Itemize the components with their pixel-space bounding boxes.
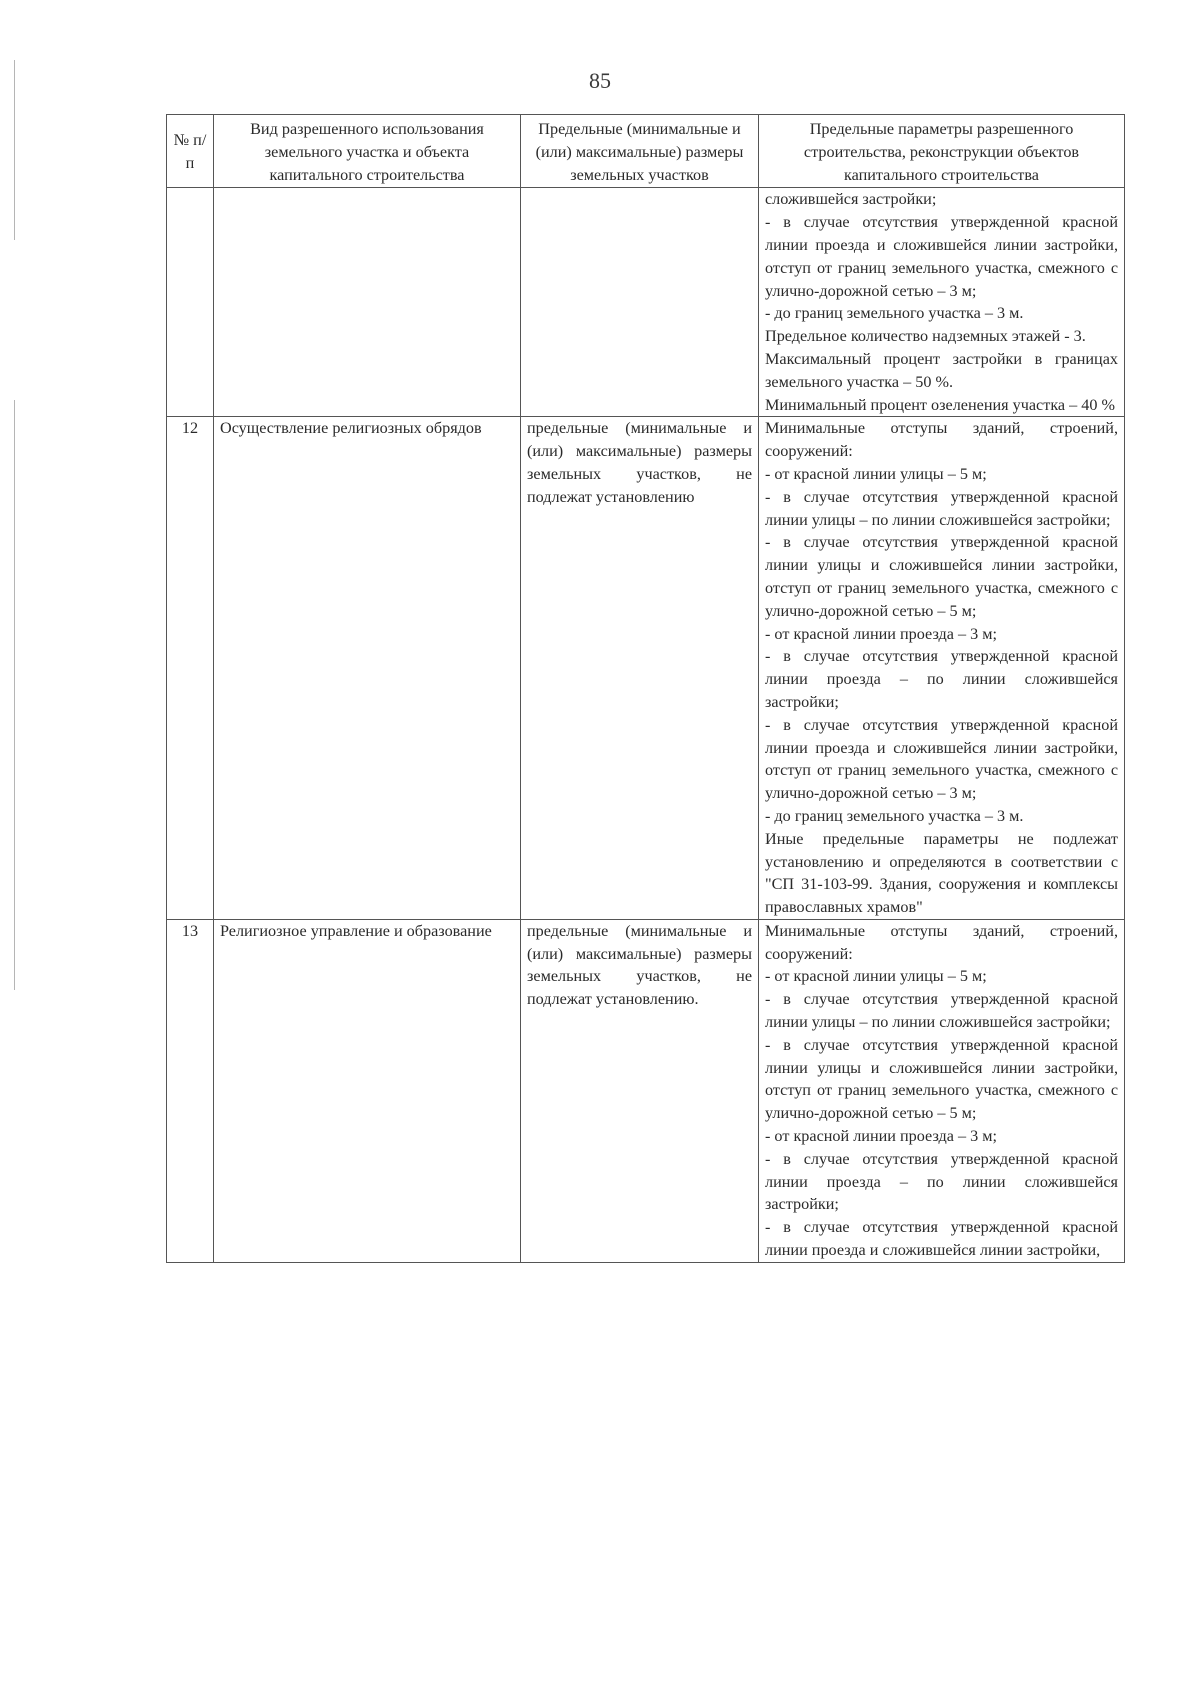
param-line: Иные предельные параметры не подлежат установлению и определяются в соответствии с "СП 31-103-99. Здания, сооружения и комплексы православных храмов" (765, 829, 1118, 917)
param-line: - от красной линии проезда – 3 м; (765, 1127, 998, 1146)
row-use-type: Религиозное управление и образование (214, 919, 521, 1262)
param-line: - в случае отсутствия утвержденной красной линии проезда – по линии сложившейся застройки; (765, 1149, 1118, 1214)
param-line: - в случае отсутствия утвержденной красной линии улицы и сложившейся линии застройки, отступ от границ земельного участка, смежного с улично-дорожной сетью – 5 м; (765, 1035, 1118, 1123)
page-number: 85 (589, 68, 611, 93)
header-plot-size: Предельные (минимальные и (или) максимальные) размеры земельных участков (521, 115, 759, 188)
table-row (167, 188, 1125, 417)
param-line: сложившейся застройки; (765, 190, 937, 209)
row-use-type (214, 188, 521, 417)
row-plot-size (521, 188, 759, 417)
param-line: - в случае отсутствия утвержденной красной линии улицы и сложившейся линии застройки, отступ от границ земельного участка, смежного с улично-дорожной сетью – 5 м; (765, 533, 1118, 620)
row-number (167, 188, 214, 417)
param-line: Максимальный процент застройки в границах земельного участка – 50 %. (765, 349, 1118, 391)
row-number: 13 (167, 919, 214, 1262)
table-row (167, 919, 1125, 1262)
param-line: - от красной линии улицы – 5 м; (765, 967, 987, 986)
row-plot-size: предельные (минимальные и (или) максимальные) размеры земельных участков, не подлежат установлению. (521, 919, 759, 1262)
param-line: - от красной линии проезда – 3 м; (765, 624, 998, 643)
param-line: - до границ земельного участка – 3 м. (765, 304, 1024, 323)
param-line: Минимальные отступы зданий, строений, сооружений: (765, 921, 1118, 963)
row-build-params (759, 919, 1125, 1262)
land-use-table (166, 114, 1125, 1263)
param-line: Минимальные отступы зданий, строений, сооружений: (765, 419, 1118, 461)
row-build-params (759, 188, 1125, 417)
header-build-params: Предельные параметры разрешенного строительства, реконструкции объектов капитального строительства (759, 115, 1125, 188)
param-line: - в случае отсутствия утвержденной красной линии улицы – по линии сложившейся застройки; (765, 487, 1118, 529)
row-build-params (759, 417, 1125, 920)
param-line: Предельное количество надземных этажей - 3. (765, 327, 1086, 346)
param-line: - в случае отсутствия утвержденной красной линии проезда и сложившейся линии застройки, (765, 1218, 1118, 1260)
param-line: Минимальный процент озеленения участка – 40 % (765, 395, 1116, 414)
param-line: - от красной линии улицы – 5 м; (765, 464, 987, 483)
param-line: - до границ земельного участка – 3 м. (765, 806, 1024, 825)
param-line: - в случае отсутствия утвержденной красной линии улицы – по линии сложившейся застройки; (765, 990, 1118, 1032)
row-number: 12 (167, 417, 214, 920)
scan-margin-line (14, 400, 15, 990)
param-line: - в случае отсутствия утвержденной красной линии проезда – по линии сложившейся застройки; (765, 647, 1118, 711)
row-plot-size: предельные (минимальные и (или) максимальные) размеры земельных участков, не подлежат установлению (521, 417, 759, 920)
header-number: № п/п (167, 115, 214, 188)
param-line: - в случае отсутствия утвержденной красной линии проезда и сложившейся линии застройки, отступ от границ земельного участка, смежного с улично-дорожной сетью – 3 м; (765, 715, 1118, 803)
header-use-type: Вид разрешенного использования земельного участка и объекта капитального строительства (214, 115, 521, 188)
param-line: - в случае отсутствия утвержденной красной линии проезда и сложившейся линии застройки, отступ от границ земельного участка, смежного с улично-дорожной сетью – 3 м; (765, 213, 1118, 300)
table-row (167, 417, 1125, 920)
row-use-type: Осуществление религиозных обрядов (214, 417, 521, 920)
table-header-row (167, 115, 1125, 188)
